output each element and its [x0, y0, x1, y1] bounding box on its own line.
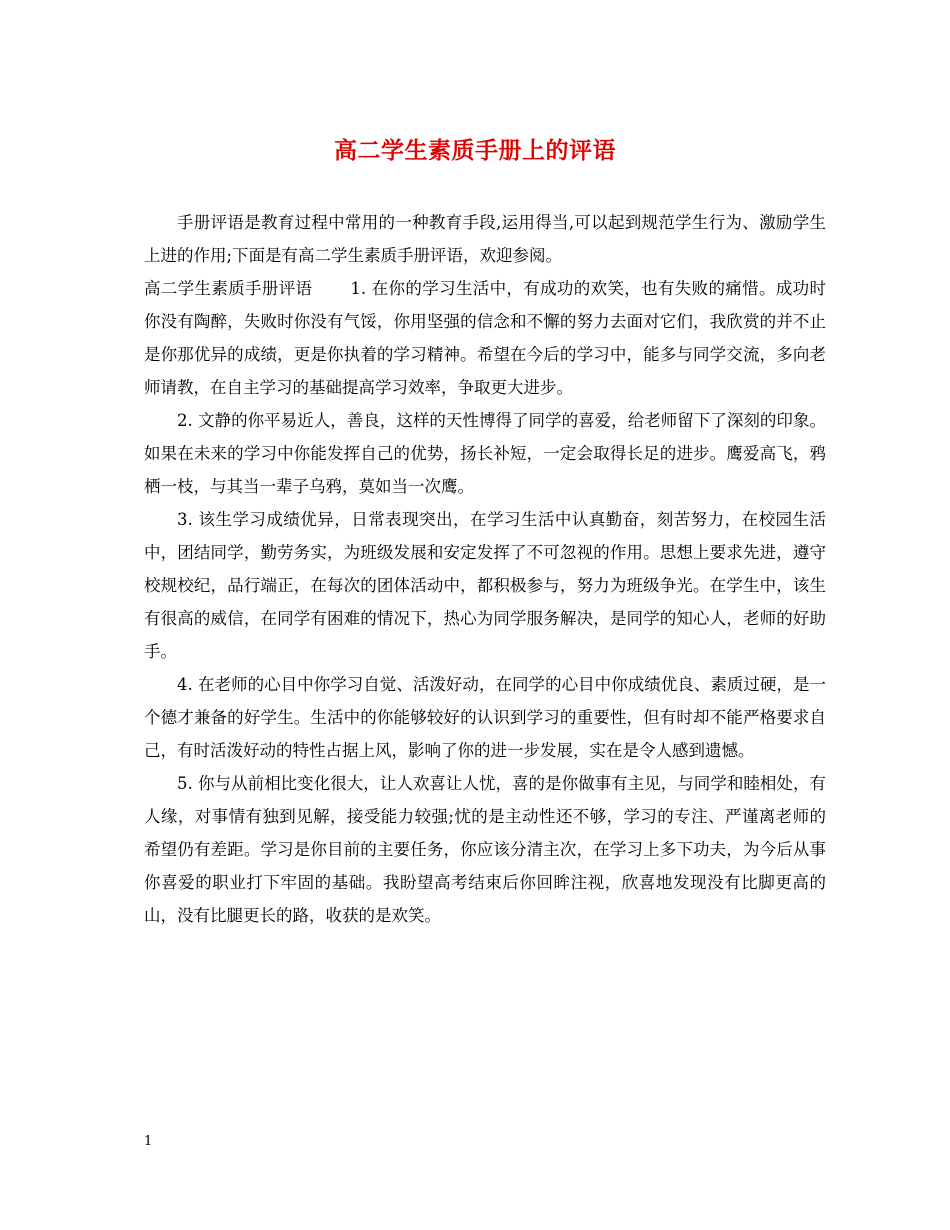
- comment-paragraph-5: 5. 你与从前相比变化很大，让人欢喜让人忧，喜的是你做事有主见，与同学和睦相处，有人缘，对事情有独到见解，接受能力较强;忧的是主动性还不够，学习的专注、严谨离老师的希望仍有差距。学习是你目前的主要任务，你应该分清主次，在学习上多下功夫，为今后从事你喜爱的职业打下牢固的基础。我盼望高考结束后你回眸注视，欣喜地发现没有比脚更高的山，没有比腿更长的路，收获的是欢笑。: [144, 774, 826, 925]
- comment-paragraph-1: [144, 272, 826, 404]
- document-title: 高二学生素质手册上的评语: [334, 137, 616, 164]
- intro-paragraph: 手册评语是教育过程中常用的一种教育手段,运用得当,可以起到规范学生行为、激励学生上进的作用;下面是有高二学生素质手册评语，欢迎参阅。: [144, 213, 826, 265]
- section-heading: 高二学生素质手册评语: [144, 279, 313, 298]
- comment-paragraph-2: 2. 文静的你平易近人，善良，这样的天性博得了同学的喜爱，给老师留下了深刻的印象。如果在未来的学习中你能发挥自己的优势，扬长补短，一定会取得长足的进步。鹰爱高飞，鸦栖一枝，与其当一辈子乌鸦，莫如当一次鹰。: [144, 411, 826, 496]
- document-body: [144, 206, 826, 932]
- page-number: 1: [144, 1134, 153, 1149]
- comment-paragraph-3: 3. 该生学习成绩优异，日常表现突出，在学习生活中认真勤奋，刻苦努力，在校园生活中，团结同学，勤劳务实，为班级发展和安定发挥了不可忽视的作用。思想上要求先进，遵守校规校纪，品行端正，在每次的团体活动中，都积极参与，努力为班级争光。在学生中，该生有很高的威信，在同学有困难的情况下，热心为同学服务解决，是同学的知心人，老师的好助手。: [144, 510, 826, 661]
- comment-paragraph-4: 4. 在老师的心目中你学习自觉、活泼好动，在同学的心目中你成绩优良、素质过硬，是一个德才兼备的好学生。生活中的你能够较好的认识到学习的重要性，但有时却不能严格要求自己，有时活泼好动的特性占据上风，影响了你的进一步发展，实在是令人感到遗憾。: [144, 675, 826, 760]
- comment-text-1: 1. 在你的学习生活中，有成功的欢笑，也有失败的痛惜。成功时你没有陶醉，失败时你没有气馁，你用坚强的信念和不懈的努力去面对它们，我欣赏的并不止是你那优异的成绩，更是你执着的学习精神。希望在今后的学习中，能多与同学交流，多向老师请教，在自主学习的基础提高学习效率，争取更大进步。: [144, 279, 826, 397]
